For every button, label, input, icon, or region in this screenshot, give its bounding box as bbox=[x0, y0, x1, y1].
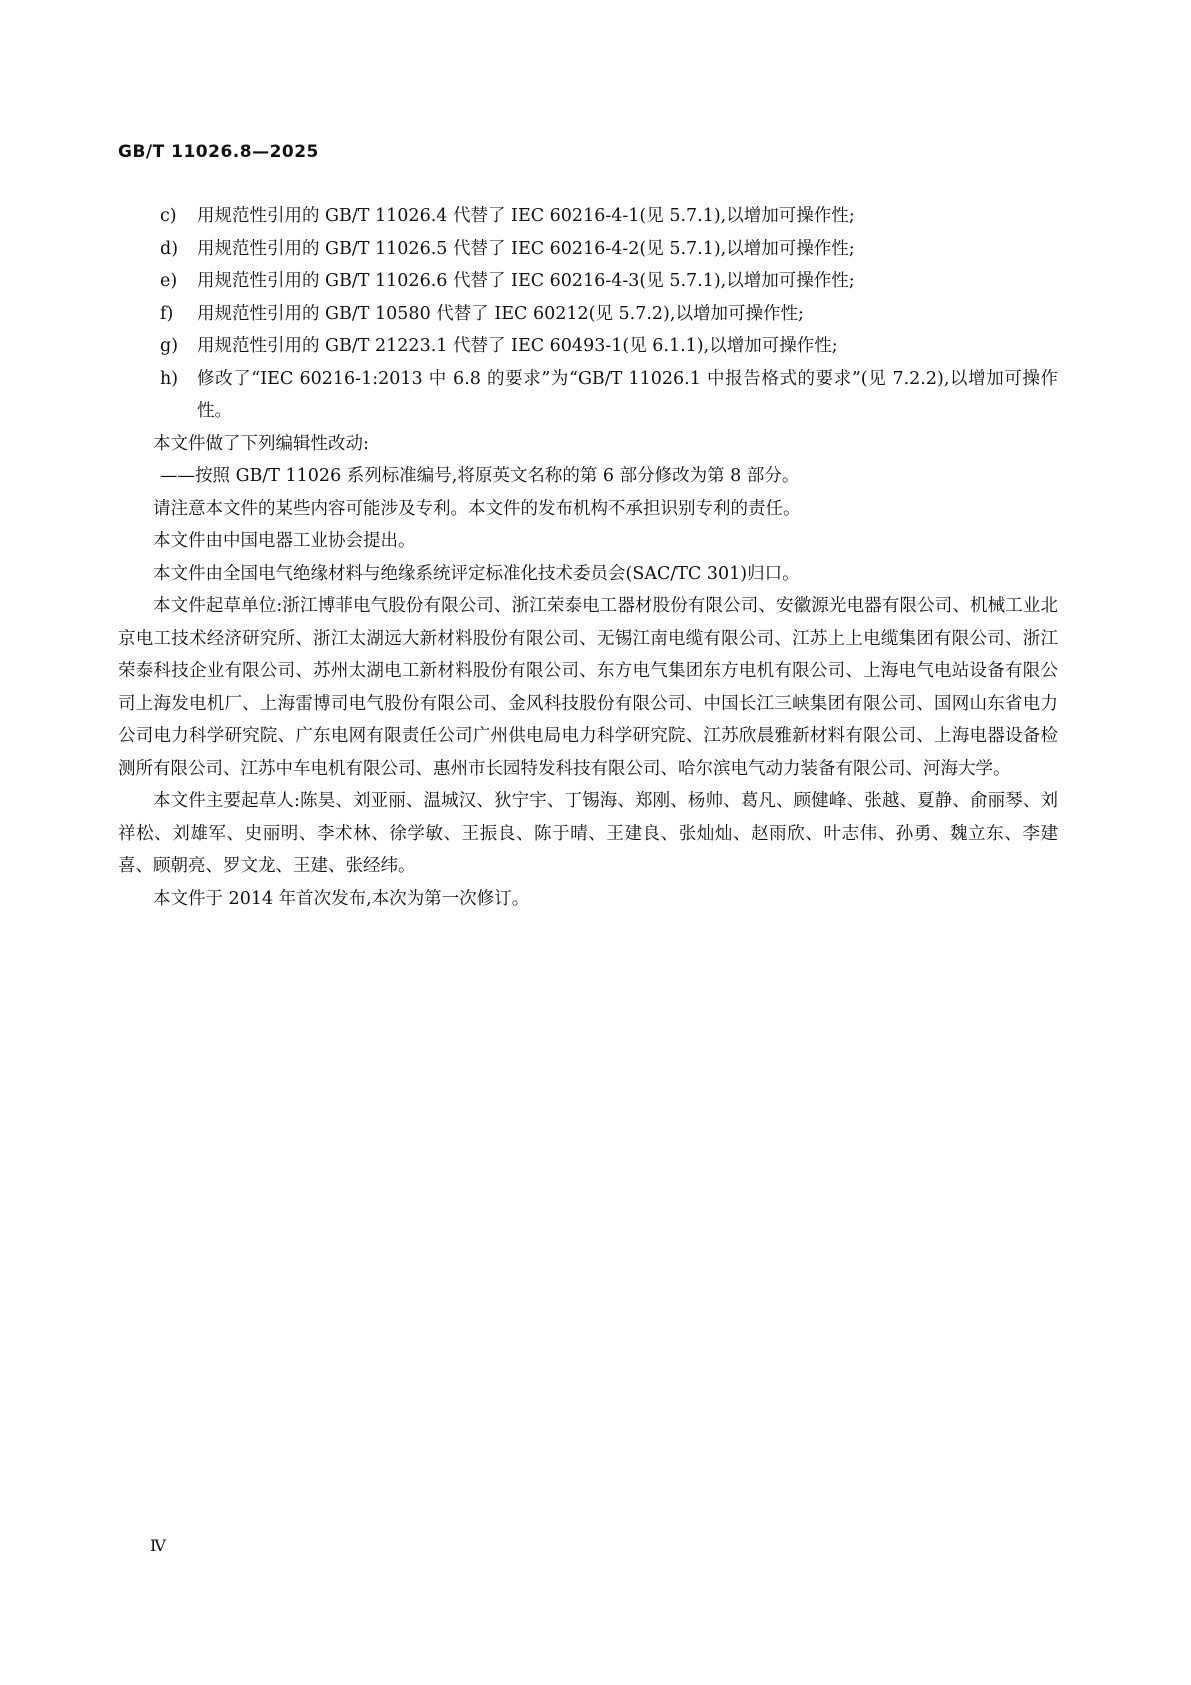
list-item bbox=[118, 363, 1058, 428]
drafters: 本文件主要起草人:陈昊、刘亚丽、温城汉、狄宁宇、丁锡海、郑刚、杨帅、葛凡、顾健峰、张越、夏静、俞丽琴、刘祥松、刘雄军、史丽明、李术林、徐学敏、王振良、陈于晴、王建良、张灿灿、赵雨欣、叶志伟、孙勇、魏立东、李建喜、顾朝亮、罗文龙、王建、张经纬。 bbox=[118, 791, 1058, 876]
standard-number-header: GB/T 11026.8—2025 bbox=[118, 142, 319, 162]
editorial-change-item: ——按照 GB/T 11026 系列标准编号,将原英文名称的第 6 部分修改为第 8 部分。 bbox=[160, 466, 800, 486]
list-marker: e) bbox=[160, 271, 178, 291]
list-text: 用规范性引用的 GB/T 11026.5 代替了 IEC 60216-4-2(见 5.7.1),以增加可操作性; bbox=[197, 238, 855, 259]
list-item bbox=[118, 200, 1058, 233]
list-text: 用规范性引用的 GB/T 11026.6 代替了 IEC 60216-4-3(见 5.7.1),以增加可操作性; bbox=[197, 271, 855, 291]
drafting-units: 本文件起草单位:浙江博菲电气股份有限公司、浙江荣泰电工器材股份有限公司、安徽源光电器有限公司、机械工业北京电工技术经济研究所、浙江太湖远大新材料股份有限公司、无锡江南电缆有限公司、江苏上上电缆集团有限公司、浙江荣泰科技企业有限公司、苏州太湖电工新材料股份有限公司、东方电气集团东方电机有限公司、上海电气电站设备有限公司上海发电机厂、上海雷博司电气股份有限公司、金风科技股份有限公司、中国长江三峡集团有限公司、国网山东省电力公司电力科学研究院、广东电网有限责任公司广州供电局电力科学研究院、江苏欣晨雅新材料有限公司、上海电器设备检测所有限公司、江苏中车电机有限公司、惠州市长园特发科技有限公司、哈尔滨电气动力装备有限公司、河海大学。 bbox=[118, 596, 1058, 779]
list-marker: g) bbox=[160, 336, 179, 356]
list-text: 用规范性引用的 GB/T 11026.4 代替了 IEC 60216-4-1(见 5.7.1),以增加可操作性; bbox=[197, 206, 855, 226]
list-text: 用规范性引用的 GB/T 10580 代替了 IEC 60212(见 5.7.2),以增加可操作性; bbox=[197, 303, 804, 324]
list-text: 用规范性引用的 GB/T 21223.1 代替了 IEC 60493-1(见 6.1.1),以增加可操作性; bbox=[197, 336, 838, 356]
list-marker: f) bbox=[160, 303, 174, 324]
proposed-by: 本文件由中国电器工业协会提出。 bbox=[153, 531, 416, 551]
patent-notice: 请注意本文件的某些内容可能涉及专利。本文件的发布机构不承担识别专利的责任。 bbox=[153, 498, 801, 519]
revision-history: 本文件于 2014 年首次发布,本次为第一次修订。 bbox=[153, 888, 530, 909]
list-text: 修改了“IEC 60216-1:2013 中 6.8 的要求”为“GB/T 11026.1 中报告格式的要求”(见 7.2.2),以增加可操作性。 bbox=[197, 368, 1058, 421]
list-marker: h) bbox=[160, 368, 179, 389]
technical-changes-list bbox=[118, 200, 1058, 428]
list-marker: d) bbox=[160, 238, 179, 259]
page-number: Ⅳ bbox=[150, 1536, 166, 1555]
list-item bbox=[118, 265, 1058, 298]
list-item bbox=[118, 330, 1058, 363]
list-item bbox=[118, 298, 1058, 331]
editorial-intro: 本文件做了下列编辑性改动: bbox=[153, 433, 369, 454]
list-item bbox=[118, 233, 1058, 266]
list-marker: c) bbox=[160, 206, 177, 226]
document-body bbox=[118, 200, 1058, 915]
centralized-by: 本文件由全国电气绝缘材料与绝缘系统评定标准化技术委员会(SAC/TC 301)归口。 bbox=[153, 563, 800, 584]
